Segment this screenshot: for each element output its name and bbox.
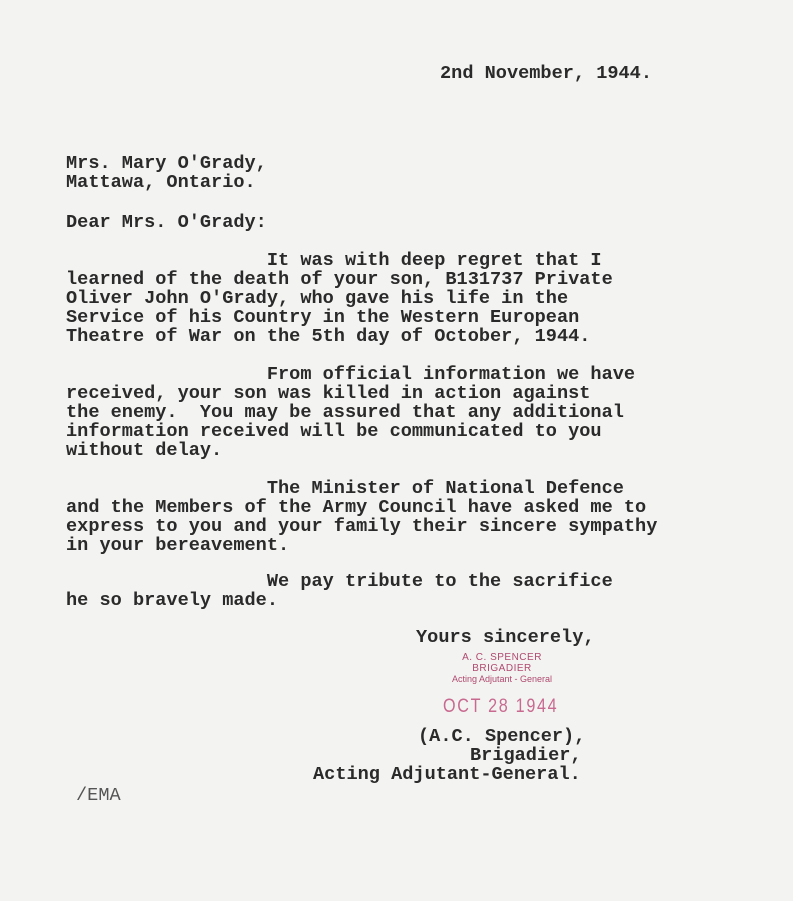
- paragraph-line: received, your son was killed in action against: [66, 383, 591, 404]
- paragraph-line: From official information we have: [66, 364, 636, 385]
- paragraph-line: Service of his Country in the Western European: [66, 307, 580, 328]
- paragraph-line: learned of the death of your son, B131737 Private: [66, 269, 613, 290]
- recipient-address: Mattawa, Ontario.: [66, 172, 256, 193]
- stamp-name: A. C. SPENCER: [462, 652, 542, 663]
- paragraph-line: Theatre of War on the 5th day of October, 1944.: [66, 326, 591, 347]
- paragraph-line: he so bravely made.: [66, 590, 279, 611]
- paragraph-line: We pay tribute to the sacrifice: [66, 571, 613, 592]
- paragraph-line: the enemy. You may be assured that any additional: [66, 402, 624, 423]
- paragraph-4: [66, 572, 613, 610]
- stamp-rank: BRIGADIER: [472, 663, 532, 674]
- paragraph-line: in your bereavement.: [66, 535, 290, 556]
- paragraph-line: information received will be communicated to you: [66, 421, 602, 442]
- paragraph-1: [66, 251, 613, 346]
- signature-stamp: [442, 652, 562, 684]
- date-stamp: OCT 28 1944: [443, 696, 559, 717]
- letter-date: 2nd November, 1944.: [440, 63, 653, 84]
- salutation: Dear Mrs. O'Grady:: [66, 212, 267, 233]
- paragraph-line: It was with deep regret that I: [66, 250, 602, 271]
- reference-initials: /EMA: [76, 785, 121, 806]
- paragraph-line: and the Members of the Army Council have asked me to: [66, 497, 647, 518]
- signature-name: (A.C. Spencer),: [418, 726, 586, 747]
- signature-title: Acting Adjutant-General.: [313, 764, 581, 785]
- signature-rank: Brigadier,: [470, 745, 582, 766]
- closing: Yours sincerely,: [416, 627, 595, 648]
- paragraph-line: The Minister of National Defence: [66, 478, 624, 499]
- paragraph-line: Oliver John O'Grady, who gave his life in the: [66, 288, 569, 309]
- stamp-title: Acting Adjutant - General: [451, 674, 553, 684]
- paragraph-line: without delay.: [66, 440, 223, 461]
- paragraph-2: [66, 365, 635, 460]
- recipient-name: Mrs. Mary O'Grady,: [66, 153, 267, 174]
- paragraph-line: express to you and your family their sincere sympathy: [66, 516, 658, 537]
- paragraph-3: [66, 479, 657, 555]
